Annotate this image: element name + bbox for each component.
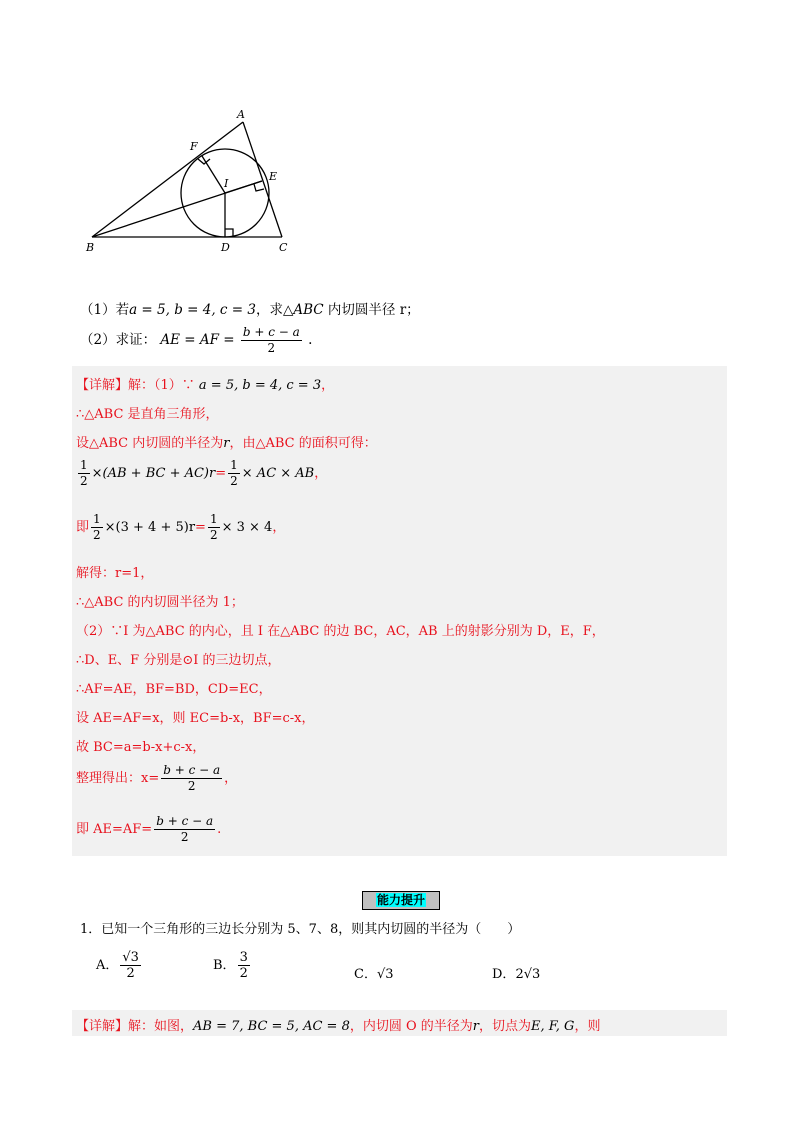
label-b: B — [86, 241, 95, 254]
option-c[interactable]: C．√3 — [354, 967, 394, 982]
solution-line-5: 即 $\frac{1}{2}$ ×(3 + 4 + 5)r= $\frac{1}{2}$ × 3 × 4， — [76, 512, 286, 542]
problem-1-text: 1．已知一个三角形的三边长分别为 5、7、8，则其内切圆的半径为（ ） — [80, 922, 521, 937]
triangle-incircle-figure — [80, 105, 295, 255]
label-i: I — [224, 177, 229, 190]
solution-line-9: ∴D、E、F 分别是⊙I 的三边切点， — [76, 653, 281, 668]
solution-line-11: 设 AE=AF=x，则 EC=b-x，BF=c-x， — [76, 711, 315, 726]
solution-line-14: 即 AE=AF= $\frac{b + c - a}{2}$ . — [76, 814, 222, 844]
solution-line-6: 解得：r=1， — [76, 566, 154, 581]
option-d[interactable]: D．2√3 — [492, 967, 541, 982]
option-b[interactable]: B． $\frac{3}{2}$ — [213, 950, 248, 981]
solution-line-4: $\frac{1}{2}$ ×(AB + BC + AC)r= $\frac{1}{2}$ × AC × AB， — [80, 458, 328, 488]
solution-2-block — [72, 1010, 727, 1036]
solution-line-7: ∴△ABC 的内切圆半径为 1； — [76, 595, 244, 610]
solution-line-13: 整理得出：x= $\frac{b + c - a}{2}$ ， — [76, 763, 238, 793]
label-d: D — [221, 241, 230, 254]
label-c: C — [279, 241, 288, 254]
solution-line-2: ∴△ABC 是直角三角形， — [76, 407, 219, 422]
segment-be — [92, 181, 262, 237]
solution-line-3: 设△ABC 内切圆的半径为r，由△ABC 的面积可得： — [76, 436, 377, 451]
solution-line-1: 【详解】解：（1）∵ a = 5, b = 4, c = 3， — [76, 378, 335, 393]
solution-line-8: （2）∵I 为△ABC 的内心，且 I 在△ABC 的边 BC，AC，AB 上的射影分别为 D，E，F， — [76, 624, 605, 639]
solution-line-12: 故 BC=a=b-x+c-x， — [76, 740, 206, 755]
solution-block — [72, 366, 727, 856]
right-angle-d — [225, 229, 233, 237]
section-heading: 能力提升 — [362, 891, 440, 910]
solution-line-10: ∴AF=AE，BF=BD，CD=EC， — [76, 682, 272, 697]
side-ab — [92, 122, 243, 237]
label-a: A — [237, 108, 245, 121]
label-f: F — [190, 140, 198, 153]
radius-if — [202, 156, 225, 193]
right-angle-e — [254, 184, 264, 191]
question-1: （1）若a = 5, b = 4, c = 3，求△ABC 内切圆半径 r； — [80, 302, 420, 318]
solution-2-line: 【详解】解：如图，AB = 7, BC = 5, AC = 8，内切圆 O 的半径为r，切点为E, F, G，则 — [76, 1019, 601, 1034]
option-a[interactable]: A． $\frac{√3}{2}$ — [96, 950, 139, 981]
question-2: （2）求证： AE = AF = $\frac{b + c - a}{2}$ . — [80, 325, 313, 355]
label-e: E — [269, 170, 278, 183]
